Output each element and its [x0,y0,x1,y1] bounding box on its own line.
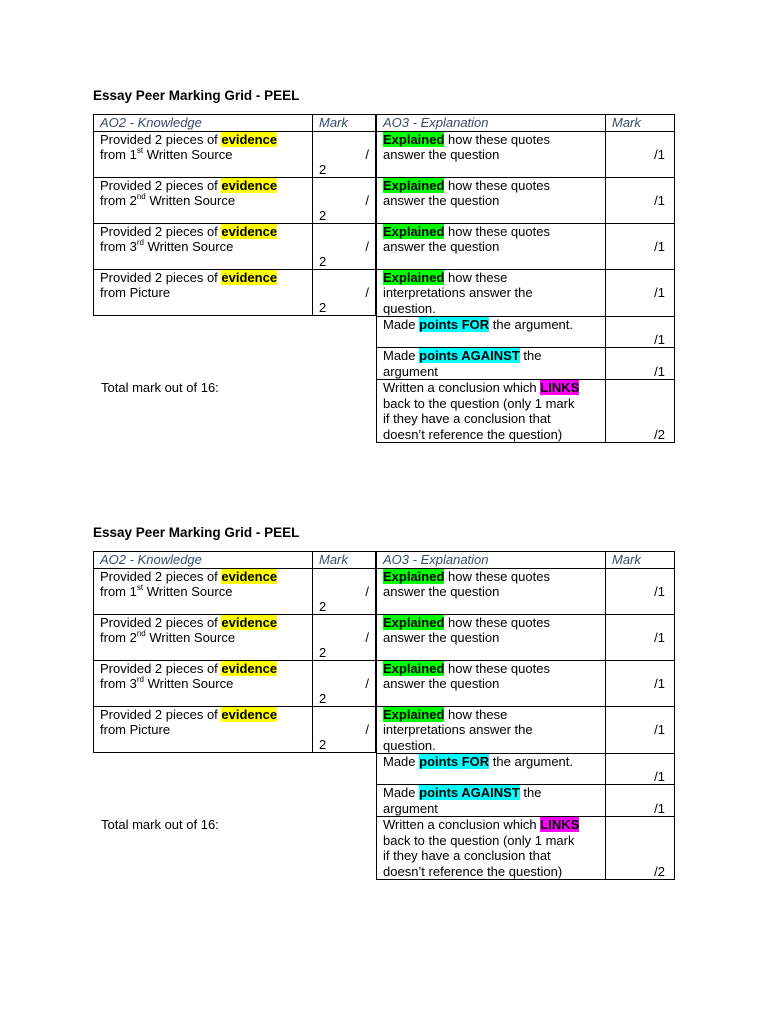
ao3-criterion: Explained how these quotes answer the question [377,177,606,223]
ao2-criterion: Provided 2 pieces of evidence from 3rd Written Source [94,660,313,706]
ao3-criterion-for: Made points FOR the argument. [377,317,606,348]
ao2-mark-header: Mark [313,552,376,569]
ao2-criterion: Provided 2 pieces of evidence from Picture [94,706,313,752]
ao3-criterion-conclusion: Written a conclusion which LINKS back to the question (only 1 mark if they have a conclusion that doesn’t reference the question) [377,817,606,880]
ao3-criterion-against: Made points AGAINST the argument [377,348,606,380]
ao2-criterion: Provided 2 pieces of evidence from 2nd Written Source [94,614,313,660]
ao2-mark-cell: / 2 [313,223,376,269]
total-mark-label: Total mark out of 16: [101,380,219,395]
ao3-header: AO3 - Explanation [377,552,606,569]
grid-title: Essay Peer Marking Grid - PEEL [93,525,300,540]
ao3-criterion-conclusion: Written a conclusion which LINKS back to the question (only 1 mark if they have a conclusion that doesn’t reference the question) [377,380,606,443]
explained-highlight: Explained [383,177,445,193]
ao3-criterion-against: Made points AGAINST the argument [377,785,606,817]
ao3-mark-cell: /2 [606,817,675,880]
evidence-highlight: evidence [221,131,278,147]
marking-grid-1 [0,88,768,448]
points-for-highlight: points FOR [419,754,490,769]
grid-title: Essay Peer Marking Grid - PEEL [93,88,300,103]
points-for-highlight: points FOR [419,317,490,332]
ao2-criterion: Provided 2 pieces of evidence from 1st Written Source [94,568,313,614]
ao2-criterion: Provided 2 pieces of evidence from 3rd Written Source [94,223,313,269]
ao2-table [93,551,376,753]
evidence-highlight: evidence [221,568,278,584]
evidence-highlight: evidence [221,660,278,676]
points-against-highlight: points AGAINST [419,348,520,363]
ao2-criterion: Provided 2 pieces of evidence from 2nd Written Source [94,177,313,223]
explained-highlight: Explained [383,660,445,676]
explained-highlight: Explained [383,269,445,285]
marking-grid-2 [0,525,768,885]
ao2-mark-cell: / 2 [313,706,376,752]
evidence-highlight: evidence [221,269,278,285]
ao2-mark-cell: / 2 [313,177,376,223]
ao2-header: AO2 - Knowledge [94,115,313,132]
ao2-table [93,114,376,316]
ao2-criterion: Provided 2 pieces of evidence from 1st Written Source [94,131,313,177]
ao2-mark-cell: / 2 [313,660,376,706]
ao3-criterion: Explained how these quotes answer the question [377,660,606,706]
explained-highlight: Explained [383,568,445,584]
ao3-mark-cell: /1 [606,785,675,817]
ao2-mark-cell: / 2 [313,614,376,660]
links-highlight: LINKS [540,817,580,832]
ao3-criterion: Explained how these interpretations answer the question. [377,706,606,754]
ao3-criterion: Explained how these quotes answer the question [377,614,606,660]
ao2-criterion: Provided 2 pieces of evidence from Picture [94,269,313,315]
evidence-highlight: evidence [221,614,278,630]
ao2-header: AO2 - Knowledge [94,552,313,569]
ao2-mark-cell: / 2 [313,568,376,614]
ao3-mark-cell: /1 [606,223,675,269]
ao3-criterion: Explained how these interpretations answer the question. [377,269,606,317]
ao3-mark-cell: /1 [606,131,675,177]
points-against-highlight: points AGAINST [419,785,520,800]
ao3-mark-cell: /1 [606,348,675,380]
ao3-mark-header: Mark [606,552,675,569]
ao3-criterion: Explained how these quotes answer the question [377,568,606,614]
ao3-mark-cell: /1 [606,568,675,614]
explained-highlight: Explained [383,223,445,239]
ao3-mark-cell: /1 [606,317,675,348]
explained-highlight: Explained [383,706,445,722]
ao3-mark-cell: /1 [606,706,675,754]
ao2-mark-cell: / 2 [313,131,376,177]
evidence-highlight: evidence [221,177,278,193]
links-highlight: LINKS [540,380,580,395]
ao3-table [376,114,675,443]
ao3-mark-cell: /1 [606,614,675,660]
ao2-mark-cell: / 2 [313,269,376,315]
ao3-mark-cell: /1 [606,177,675,223]
ao3-criterion: Explained how these quotes answer the question [377,131,606,177]
total-mark-label: Total mark out of 16: [101,817,219,832]
evidence-highlight: evidence [221,706,278,722]
ao3-criterion-for: Made points FOR the argument. [377,754,606,785]
ao2-mark-header: Mark [313,115,376,132]
ao3-table [376,551,675,880]
ao3-mark-cell: /2 [606,380,675,443]
ao3-criterion: Explained how these quotes answer the question [377,223,606,269]
ao3-mark-cell: /1 [606,660,675,706]
explained-highlight: Explained [383,131,445,147]
evidence-highlight: evidence [221,223,278,239]
ao3-mark-header: Mark [606,115,675,132]
ao3-header: AO3 - Explanation [377,115,606,132]
explained-highlight: Explained [383,614,445,630]
ao3-mark-cell: /1 [606,754,675,785]
ao3-mark-cell: /1 [606,269,675,317]
